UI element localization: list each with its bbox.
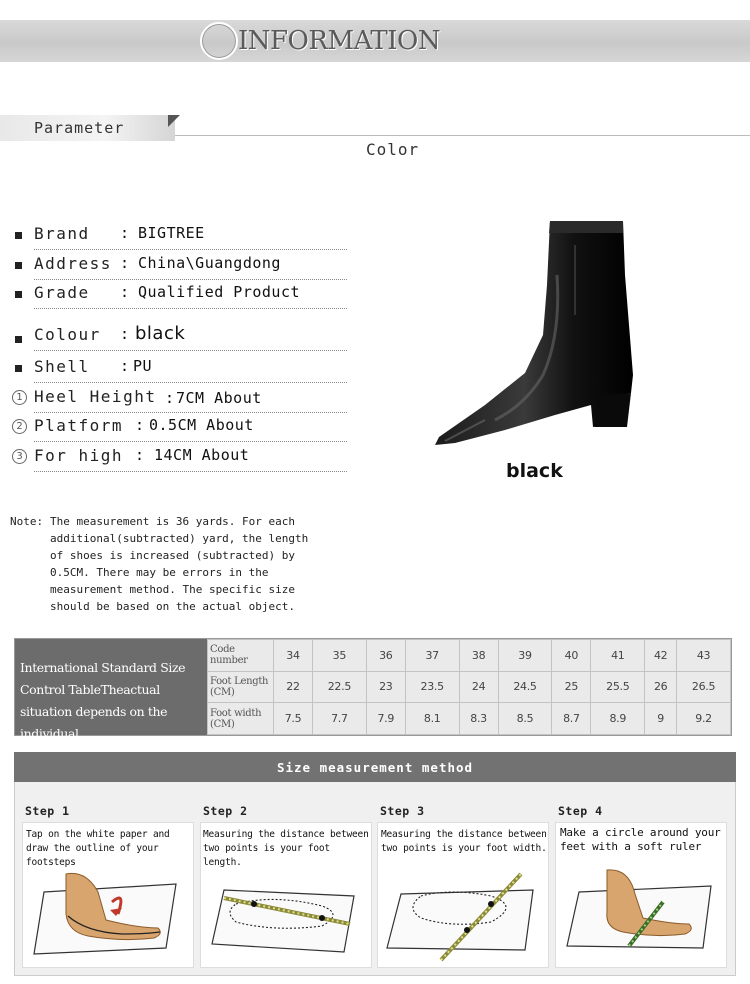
table-cell: 24 xyxy=(459,671,498,703)
bullet-icon xyxy=(15,365,22,372)
table-cell: 43 xyxy=(677,640,731,672)
foot-length-illustration xyxy=(204,866,368,962)
dotted-divider xyxy=(34,279,347,280)
table-cell: 24.5 xyxy=(498,671,552,703)
table-cell: 9 xyxy=(645,703,677,735)
table-cell: 42 xyxy=(645,640,677,672)
table-cell: 8.3 xyxy=(459,703,498,735)
spec-key: Grade xyxy=(34,283,90,302)
spec-value: 7CM About xyxy=(176,389,262,407)
spec-value: 14CM About xyxy=(154,446,250,464)
table-cell: 25.5 xyxy=(591,671,645,703)
spec-value: black xyxy=(135,323,186,344)
spec-separator: : xyxy=(120,325,130,343)
table-row xyxy=(208,703,731,735)
spec-key: Colour xyxy=(34,325,101,344)
row-label: Code number xyxy=(208,640,274,672)
banner-circle-icon xyxy=(200,22,238,60)
table-cell: 26 xyxy=(645,671,677,703)
parameter-label: Parameter xyxy=(34,119,125,137)
table-cell: 9.2 xyxy=(677,703,731,735)
spec-key: Shell xyxy=(34,357,90,376)
spec-value: BIGTREE xyxy=(138,224,205,242)
bullet-icon xyxy=(15,336,22,343)
table-cell: 36 xyxy=(366,640,405,672)
spec-key: Heel Height xyxy=(34,387,157,406)
dotted-divider xyxy=(34,350,347,351)
table-cell: 8.5 xyxy=(498,703,552,735)
spec-separator: : xyxy=(120,357,130,375)
foot-circumference-illustration xyxy=(559,862,723,962)
spec-separator: : xyxy=(120,224,130,242)
step-4-text: Make a circle around your feet with a soft ruler xyxy=(560,826,721,853)
table-cell: 26.5 xyxy=(677,671,731,703)
dotted-divider xyxy=(34,471,347,472)
table-cell: 8.7 xyxy=(552,703,591,735)
table-cell: 7.7 xyxy=(312,703,366,735)
table-cell: 40 xyxy=(552,640,591,672)
spec-key: Brand xyxy=(34,224,90,243)
tab-corner-decoration xyxy=(168,115,180,127)
spec-separator: : xyxy=(135,416,145,434)
spec-row-platform xyxy=(12,414,347,442)
step-2-text: Measuring the distance between two points is your foot length. xyxy=(203,829,369,868)
table-cell: 38 xyxy=(459,640,498,672)
ankle-boot-image xyxy=(425,215,655,455)
page-title: INFORMATION xyxy=(238,26,441,56)
spec-key: For high xyxy=(34,446,124,465)
table-cell: 7.9 xyxy=(366,703,405,735)
size-table-caption: International Standard Size Control TableTheactual situation depends on the individual. xyxy=(20,660,186,741)
foot-width-illustration xyxy=(381,866,545,962)
table-cell: 39 xyxy=(498,640,552,672)
spec-value: PU xyxy=(133,357,153,375)
spec-separator: : xyxy=(120,283,130,301)
step-1-text: Tap on the white paper and draw the outline of your footsteps xyxy=(26,829,170,868)
spec-row-for-high xyxy=(12,444,347,472)
step-4-label: Step 4 xyxy=(558,804,603,818)
number-three-icon: 3 xyxy=(12,449,27,464)
spec-row-address xyxy=(12,252,347,280)
spec-row-brand xyxy=(12,222,347,250)
step-3-text: Measuring the distance between two points is your foot width. xyxy=(381,829,547,854)
foot-outline-illustration xyxy=(26,862,190,962)
table-cell: 37 xyxy=(405,640,459,672)
table-row xyxy=(208,671,731,703)
note-text: The measurement is 36 yards. For each additional(subtracted) yard, the length of shoes is increased (subtracted) by 0.5CM. There may be errors in the measurement method. The specific size should be based on the actual object. xyxy=(50,515,309,613)
method-title: Size measurement method xyxy=(276,760,474,775)
color-caption: black xyxy=(506,460,563,482)
step-2-label: Step 2 xyxy=(203,804,248,818)
color-heading: Color xyxy=(366,140,420,159)
spec-key: Platform xyxy=(34,416,124,435)
spec-row-heel-height xyxy=(12,385,347,413)
table-cell: 22.5 xyxy=(312,671,366,703)
number-two-icon: 2 xyxy=(12,419,27,434)
dotted-divider xyxy=(34,382,347,383)
row-label: Foot Length (CM) xyxy=(208,671,274,703)
spec-value: Qualified Product xyxy=(138,283,301,301)
number-one-icon: 1 xyxy=(12,390,27,405)
table-cell: 23.5 xyxy=(405,671,459,703)
step-1-label: Step 1 xyxy=(25,804,70,818)
bullet-icon xyxy=(15,232,22,239)
note-lead: Note: xyxy=(10,515,44,528)
spec-value: 0.5CM About xyxy=(149,416,254,434)
dotted-divider xyxy=(34,441,347,442)
spec-row-colour xyxy=(12,323,347,351)
spec-separator: : xyxy=(165,389,175,407)
table-cell: 7.5 xyxy=(274,703,313,735)
table-cell: 22 xyxy=(274,671,313,703)
row-label: Foot width (CM) xyxy=(208,703,274,735)
table-cell: 41 xyxy=(591,640,645,672)
bullet-icon xyxy=(15,291,22,298)
spec-value: China\Guangdong xyxy=(138,254,281,272)
table-row xyxy=(208,640,731,672)
dotted-divider xyxy=(34,308,347,309)
spec-key: Address xyxy=(34,254,112,273)
table-cell: 35 xyxy=(312,640,366,672)
spec-separator: : xyxy=(120,254,130,272)
table-cell: 8.1 xyxy=(405,703,459,735)
spec-separator: : xyxy=(135,446,145,464)
spec-row-shell xyxy=(12,355,347,383)
table-cell: 34 xyxy=(274,640,313,672)
table-cell: 23 xyxy=(366,671,405,703)
bullet-icon xyxy=(15,262,22,269)
size-grid xyxy=(207,639,731,735)
table-cell: 25 xyxy=(552,671,591,703)
divider xyxy=(175,135,750,136)
table-cell: 8.9 xyxy=(591,703,645,735)
step-3-label: Step 3 xyxy=(380,804,425,818)
spec-row-grade xyxy=(12,281,347,309)
dotted-divider xyxy=(34,249,347,250)
dotted-divider xyxy=(34,412,347,413)
